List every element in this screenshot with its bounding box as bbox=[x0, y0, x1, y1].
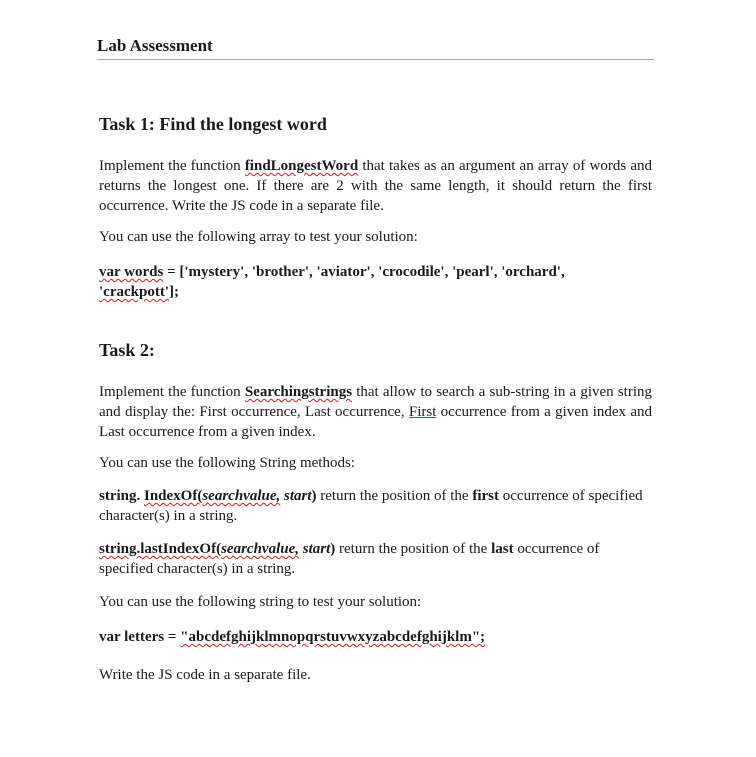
task2-string-intro: You can use the following string to test your solution: bbox=[99, 594, 422, 610]
task1-code-last-item: 'crackpott' bbox=[99, 284, 169, 300]
method1-fn: IndexOf( bbox=[144, 488, 203, 504]
task1-code-array: = ['mystery', 'brother', 'aviator', 'crocodile', 'pearl', 'orchard', bbox=[163, 264, 565, 280]
task2-desc-first: First bbox=[408, 404, 437, 420]
task2-code-sample bbox=[99, 627, 652, 647]
document-header-title: Lab Assessment bbox=[97, 36, 213, 55]
method1-desc-b: occurrence of specified character(s) in a string. bbox=[99, 488, 643, 524]
task1-code-var: var words bbox=[99, 264, 164, 280]
task2-desc-text-a: Implement the function bbox=[99, 384, 245, 400]
method1-arg-searchvalue: searchvalue, bbox=[202, 488, 281, 504]
task1-array-intro: You can use the following array to test your solution: bbox=[99, 229, 418, 245]
method2-desc-a: return the position of the bbox=[335, 541, 492, 557]
task2-methods-intro: You can use the following String methods: bbox=[99, 455, 355, 471]
task2-function-name: Searchingstrings bbox=[244, 384, 353, 400]
task1-code-end: ]; bbox=[168, 284, 179, 300]
method1-desc-a: return the position of the bbox=[316, 488, 473, 504]
header-divider bbox=[97, 59, 654, 60]
task2-code-var: var letters = bbox=[99, 629, 181, 645]
task2-method-indexof bbox=[99, 486, 652, 526]
method1-close: ) bbox=[311, 488, 317, 504]
task1-function-name: findLongestWord bbox=[244, 158, 359, 174]
task1-heading: Task 1: Find the longest word bbox=[99, 114, 327, 134]
task2-heading: Task 2: bbox=[99, 340, 155, 360]
task1-code-sample bbox=[99, 262, 652, 302]
task1-desc-text-a: Implement the function bbox=[99, 158, 245, 174]
method2-close: ) bbox=[330, 541, 336, 557]
task2-closing-instruction: Write the JS code in a separate file. bbox=[99, 667, 311, 683]
method2-arg-searchvalue: searchvalue, bbox=[221, 541, 300, 557]
task2-method-lastindexof bbox=[99, 539, 652, 579]
method2-desc-bold: last bbox=[491, 541, 514, 557]
method2-fn: string.lastIndexOf( bbox=[99, 541, 222, 557]
method2-arg-start: start bbox=[299, 541, 331, 557]
method2-desc-b: occurrence of specified character(s) in a string. bbox=[99, 541, 600, 577]
task1-description bbox=[99, 156, 652, 216]
method1-arg-start: start bbox=[280, 488, 312, 504]
task1-desc-text-b: that takes as an argument an array of words and returns the longest one. If there are 2 with the same length, it should return the first occurrence. Write the JS code in a separate file. bbox=[99, 158, 653, 214]
task2-code-string: "abcdefghijklmnopqrstuvwxyzabcdefghijklm"; bbox=[180, 629, 486, 645]
task2-description bbox=[99, 382, 652, 442]
method1-desc-bold: first bbox=[472, 488, 499, 504]
task2-desc-text-c: occurrence from a given index and Last occurrence from a given index. bbox=[99, 404, 653, 440]
task2-desc-text-b: that allow to search a sub-string in a given string and display the: First occurrence, Last occurrence, bbox=[99, 384, 652, 420]
method1-object: string. bbox=[99, 488, 144, 504]
